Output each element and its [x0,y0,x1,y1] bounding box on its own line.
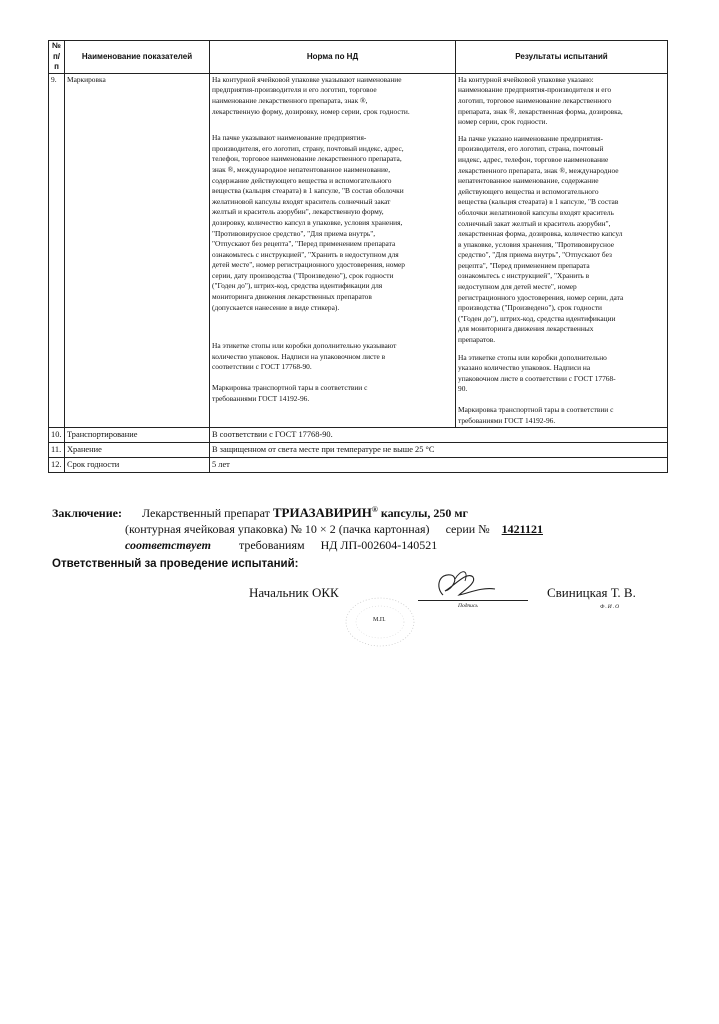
norm-paragraph: На пачке указывают наименование предприятия- производителя, его логотип, страну, почтовый индекс, адрес, телефон, торговое наименование лекарственного препарата, знак ®, международное непатентованное наименование, содержание действующего вещества и вспомогательного вещества (кальция стеарата) в 1 капсуле, "В состав оболочки желатиновой капсулы входят краситель солнечный закат желтый и краситель азорубин", лекарственную форму, дозировку, количество капсул в упаковке, условия хранения, "Противовирусное средство", "Для приема внутрь", "Отпускают без рецепта", "Перед применением препарата ознакомьтесь с инструкцией", "Хранить в недоступном для детей месте", номер регистрационного удостоверения, номер серии, дату производства ("Произведено"), срок годности ("Годен до"), штрих-код, средства идентификации для мониторинга движения лекарственных препаратов (допускается нанесение в виде стикера). [212,133,405,312]
signature-caption: Подпись [458,603,478,609]
norm-paragraph: На контурной ячейковой упаковке указывают наименование предприятия-производителя и его логотип, торговое наименование лекарственного препарата, знак ®, лекарственную форму, дозировку, номер серии, срок годности. [212,74,410,116]
norm-cell: В соответствии с ГОСТ 17768-90. [210,428,668,443]
table-row [49,428,668,443]
row-num: 11. [49,443,65,458]
table-row [49,458,668,473]
handwritten-signature [415,565,505,605]
table-row [49,73,668,427]
name-caption: Ф.И.О [600,604,621,610]
norm-paragraph: На этикетке стопы или коробки дополнительно указывают количество упаковок. Надписи на упаковочном листе в соответствии с ГОСТ 17768-90. [212,341,397,372]
product-name: ТРИАЗАВИРИН [272,505,372,520]
norm-cell [210,73,456,427]
row-name: Маркировка [65,73,210,427]
header-num: № п/п [49,41,65,74]
result-paragraph: На этикетке стопы или коробки дополнительно указано количество упаковок. Надписи на упаковочном листе в соответствии с ГОСТ 17768- 90. [458,352,616,394]
header-norm: Норма по НД [210,41,456,74]
norm-cell: В защищенном от света месте при температуре не выше 25 °С [210,443,668,458]
conclusion-block [52,505,672,553]
registered-mark: ® [371,505,378,514]
signer-position: Начальник ОКК [249,585,339,600]
norm-paragraph: Маркировка транспортной тары в соответствии с требованиями ГОСТ 14192-96. [212,383,368,403]
row-num: 9. [49,73,65,427]
series-number: 1421121 [501,522,543,536]
stamp-caption: М.П. [373,617,386,623]
series-label: серии № [445,522,490,536]
requirements-text: требованиям [238,538,305,552]
table-header-row [49,41,668,74]
nd-reference: НД ЛП-002604-140521 [320,538,438,552]
norm-cell: 5 лет [210,458,668,473]
result-paragraph: На пачке указано наименование предприятия- производителя, его логотип, страна, почтовый индекс, адрес, телефон, торговое наименование лекарственного препарата, знак ®, международное непатентованное наименование, содержание действующего вещества и вспомогательного вещества (кальция стеарата) в 1 капсуле, "В состав оболочки желатиновой капсулы входят краситель солнечный закат желтый и краситель азорубин", лекарственная форма, дозировка, количество капсул в упаковке, условия хранения, "Противовирусное средство", "Для приема внутрь", "Отпускают без рецепта", "Перед применением препарата ознакомьтесь с инструкцией", "Хранить в недоступном для детей месте", номер регистрационного удостоверения, номер серии, дата производства ("Произведено"), срок годности ("Годен до"), штрих-код, средства идентификации для мониторинга движения лекарственных препаратов. [458,133,624,345]
row-num: 10. [49,428,65,443]
row-name: Транспортирование [65,428,210,443]
conclusion-label: Заключение: [52,506,122,520]
row-name: Срок годности [65,458,210,473]
result-cell [456,73,668,427]
signer-name: Свиницкая Т. В. [547,585,636,600]
result-paragraph: На контурной ячейковой упаковке указано: наименование предприятия-производителя и его логотип, торговое наименование лекарственного препарата, знак ®, лекарственная форма, дозировка, номер серии, срок годности. [458,74,623,127]
table-row [49,443,668,458]
responsible-title: Ответственный за проведение испытаний: [52,558,299,570]
result-paragraph: Маркировка транспортной тары в соответствии с требованиями ГОСТ 14192-96. [458,405,614,425]
product-form: капсулы, 250 мг [380,506,468,520]
packaging-description: (контурная ячейковая упаковка) № 10 × 2 (пачка картонная) [125,522,430,536]
header-name: Наименование показателей [65,41,210,74]
conclusion-line1-prefix: Лекарственный препарат [141,506,270,520]
header-result: Результаты испытаний [456,41,668,74]
row-num: 12. [49,458,65,473]
specification-table [48,40,668,473]
row-name: Хранение [65,443,210,458]
complies-text: соответствует [125,538,211,552]
